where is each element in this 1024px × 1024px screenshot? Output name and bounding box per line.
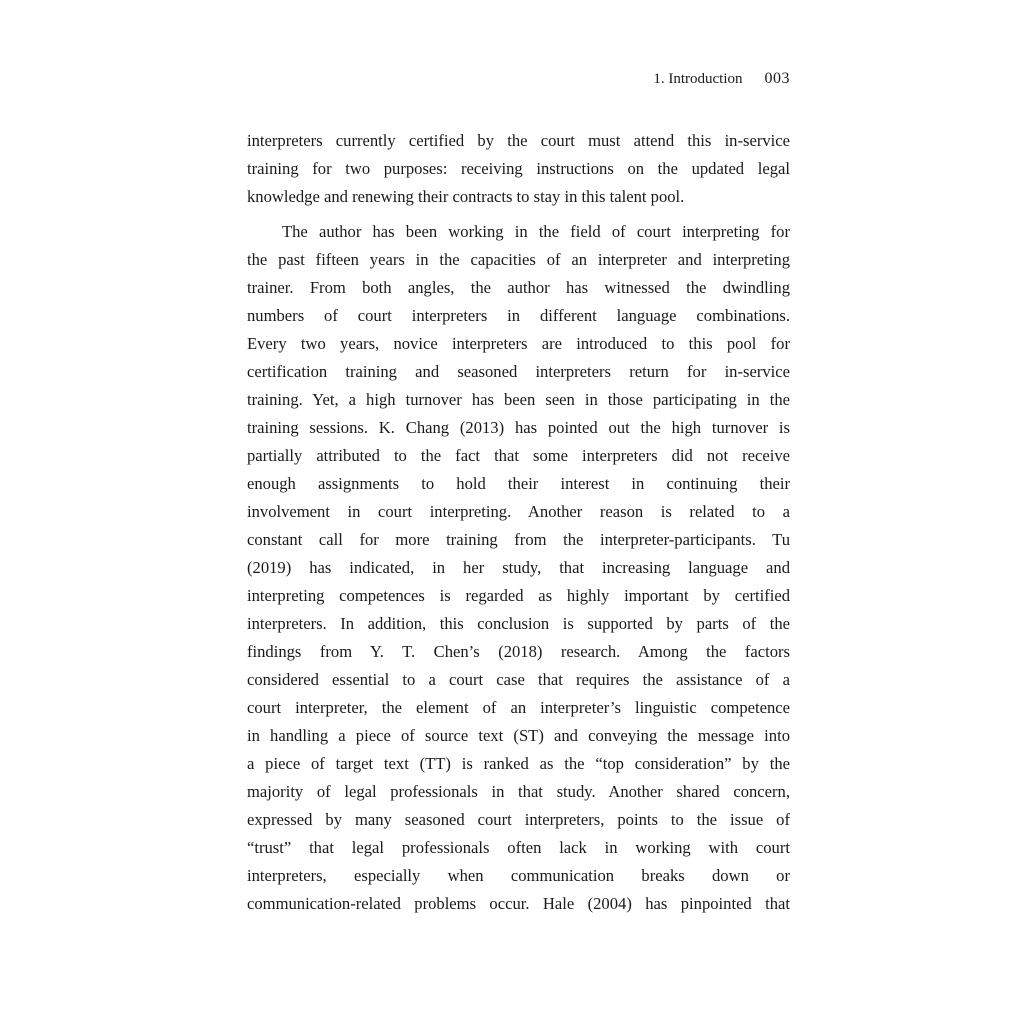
text-line: a piece of target text (TT) is ranked as the “top consideration” by the (247, 754, 790, 773)
body-text (247, 127, 790, 918)
text-line: the past fifteen years in the capacities of an interpreter and interpreting (247, 250, 790, 269)
text-line: training for two purposes: receiving instructions on the updated legal (247, 159, 790, 178)
text-line: training sessions. K. Chang (2013) has pointed out the high turnover is (247, 418, 790, 437)
text-line: training. Yet, a high turnover has been seen in those participating in the (247, 390, 790, 409)
paragraph-continued (247, 127, 790, 211)
text-line: majority of legal professionals in that study. Another shared concern, (247, 782, 790, 801)
running-head (653, 70, 790, 88)
text-line: communication-related problems occur. Hale (2004) has pinpointed that (247, 894, 790, 913)
text-line: knowledge and renewing their contracts to stay in this talent pool. (247, 187, 685, 206)
text-line: (2019) has indicated, in her study, that increasing language and (247, 558, 790, 577)
text-line: interpreters, especially when communication breaks down or (247, 866, 790, 885)
section-title: 1. Introduction (653, 71, 743, 87)
text-line: certification training and seasoned interpreters return for in-service (247, 362, 790, 381)
text-line: interpreters currently certified by the court must attend this in-service (247, 131, 790, 150)
text-line: considered essential to a court case that requires the assistance of a (247, 670, 790, 689)
text-line: interpreters. In addition, this conclusion is supported by parts of the (247, 614, 790, 633)
text-line: Every two years, novice interpreters are introduced to this pool for (247, 334, 790, 353)
page-number: 003 (764, 70, 790, 87)
text-line: constant call for more training from the interpreter-participants. Tu (247, 530, 790, 549)
text-line: numbers of court interpreters in different language combinations. (247, 306, 790, 325)
text-line: enough assignments to hold their interest in continuing their (247, 474, 790, 493)
text-line: findings from Y. T. Chen’s (2018) research. Among the factors (247, 642, 790, 661)
text-line: “trust” that legal professionals often lack in working with court (247, 838, 790, 857)
text-line: trainer. From both angles, the author has witnessed the dwindling (247, 278, 790, 297)
text-line: involvement in court interpreting. Another reason is related to a (247, 502, 790, 521)
text-line: in handling a piece of source text (ST) and conveying the message into (247, 726, 790, 745)
text-line: court interpreter, the element of an interpreter’s linguistic competence (247, 698, 790, 717)
text-line: The author has been working in the field of court interpreting for (282, 222, 790, 241)
text-line: interpreting competences is regarded as highly important by certified (247, 586, 790, 605)
text-line: partially attributed to the fact that some interpreters did not receive (247, 446, 790, 465)
text-line: expressed by many seasoned court interpreters, points to the issue of (247, 810, 790, 829)
paragraph-author-background (247, 218, 790, 918)
